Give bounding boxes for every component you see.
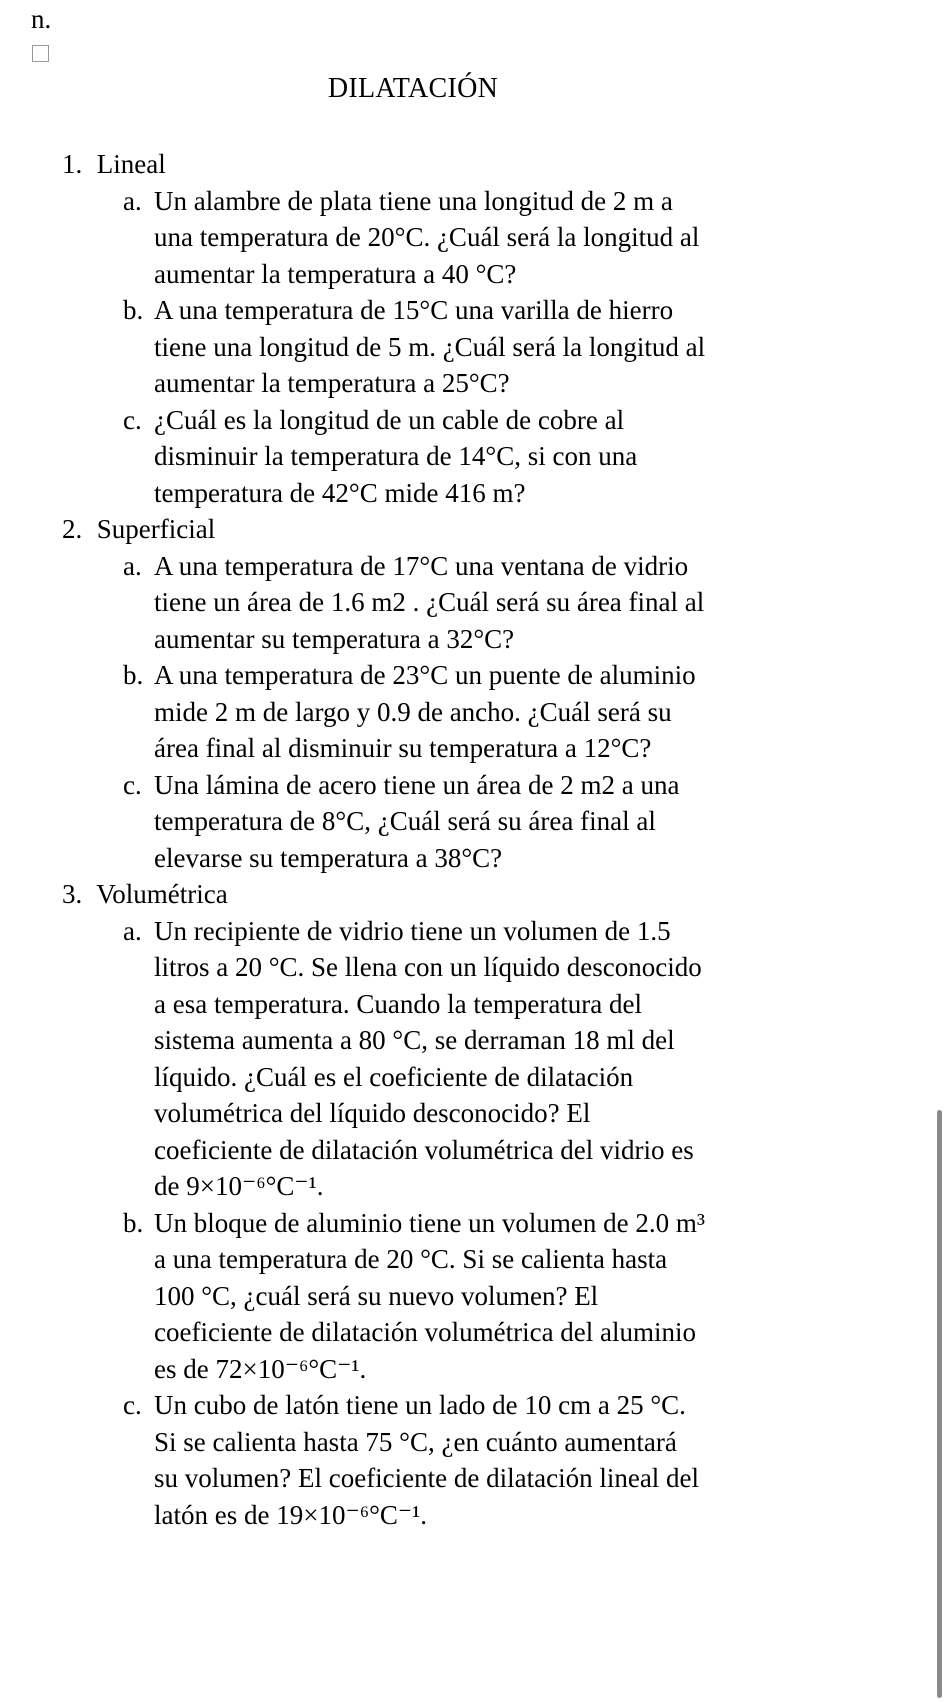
problem-line: ¿Cuál es la longitud de un cable de cobre al [154,404,625,435]
problem-line: A una temperatura de 15°C una varilla de hierro [154,295,674,325]
problem-line: volumétrica del líquido desconocido? El [154,1098,591,1128]
section-lineal [62,146,822,511]
problem-line: temperatura de 8°C, ¿Cuál será su área final al [154,806,656,836]
problem-2b [123,657,822,767]
problem-line: 100 °C, ¿cuál será su nuevo volumen? El [154,1280,599,1311]
problem-line: latón es de 19×10⁻⁶°C⁻¹. [154,1499,428,1530]
problem-line: Una lámina de acero tiene un área de 2 m2 a una [154,769,680,800]
exercise-list [62,146,822,1533]
problem-line: de 9×10⁻⁶°C⁻¹. [154,1171,324,1201]
scrollbar[interactable] [937,1110,942,1698]
problem-line: aumentar la temperatura a 40 °C? [154,258,517,289]
problem-line: coeficiente de dilatación volumétrica del aluminio [154,1317,697,1347]
problem-2a [123,548,822,658]
problem-line: mide 2 m de largo y 0.9 de ancho. ¿Cuál será su [154,696,672,727]
section-volumetrica [62,876,822,1533]
problem-3a [123,913,822,1205]
problem-line: Un recipiente de vidrio tiene un volumen de 1.5 [154,915,671,946]
problem-letter: b. [123,660,144,690]
problem-3b [123,1205,822,1388]
problem-line: Un bloque de aluminio tiene un volumen de 2.0 m³ [154,1207,705,1238]
problem-line: tiene un área de 1.6 m2 . ¿Cuál será su área final al [154,587,705,617]
problem-letter: b. [123,295,144,325]
problem-line: es de 72×10⁻⁶°C⁻¹. [154,1353,367,1384]
problem-line: A una temperatura de 17°C una ventana de vidrio [154,550,689,581]
problem-line: aumentar su temperatura a 32°C? [154,623,515,654]
section-number: 2. [62,514,83,544]
problem-line: una temperatura de 20°C. ¿Cuál será la longitud al [154,222,700,252]
problem-line: líquido. ¿Cuál es el coeficiente de dilatación [154,1061,634,1092]
page-title: DILATACIÓN [327,73,499,104]
problem-letter: c. [123,1390,142,1420]
section-title: Lineal [96,149,166,179]
problem-letter: a. [123,915,142,946]
problem-3c [123,1387,822,1533]
problem-line: área final al disminuir su temperatura a 12°C? [154,733,652,763]
problem-line: disminuir la temperatura de 14°C, si con una [154,441,638,471]
problem-line: Un cubo de latón tiene un lado de 10 cm a 25 °C. [154,1390,686,1420]
problem-line: Si se calienta hasta 75 °C, ¿en cuánto aumentará [154,1426,677,1457]
problem-line: a esa temperatura. Cuando la temperatura del [154,988,643,1019]
section-heading [62,511,822,548]
section-superficial [62,511,822,876]
section-number: 1. [62,149,83,179]
problem-line: su volumen? El coeficiente de dilatación lineal del [154,1463,700,1493]
problem-line: elevarse su temperatura a 38°C? [154,842,503,873]
problem-line: Un alambre de plata tiene una longitud de 2 m a [154,185,673,216]
problem-letter: b. [123,1207,144,1238]
problem-1c [123,402,822,512]
section-heading [62,876,822,913]
problem-letter: c. [123,769,142,800]
problem-1b [123,292,822,402]
problem-line: A una temperatura de 23°C un puente de aluminio [154,660,696,690]
section-title: Volumétrica [96,879,228,909]
problem-2c [123,767,822,877]
checkbox[interactable] [32,45,49,62]
problem-line: aumentar la temperatura a 25°C? [154,368,510,398]
section-title: Superficial [96,514,216,544]
problem-line: temperatura de 42°C mide 416 m? [154,477,526,508]
problem-line: litros a 20 °C. Se llena con un líquido desconocido [154,952,702,982]
page-fragment-text: n. [31,4,52,34]
problem-line: tiene una longitud de 5 m. ¿Cuál será la longitud al [154,331,706,362]
problem-line: a una temperatura de 20 °C. Si se calienta hasta [154,1244,668,1274]
problem-letter: a. [123,185,142,216]
problem-line: coeficiente de dilatación volumétrica del vidrio es [154,1134,694,1165]
section-number: 3. [62,879,83,909]
problem-line: sistema aumenta a 80 °C, se derraman 18 ml del [154,1025,675,1055]
section-heading [62,146,822,183]
problem-1a [123,183,822,293]
problem-letter: c. [123,404,142,435]
problem-letter: a. [123,550,142,581]
